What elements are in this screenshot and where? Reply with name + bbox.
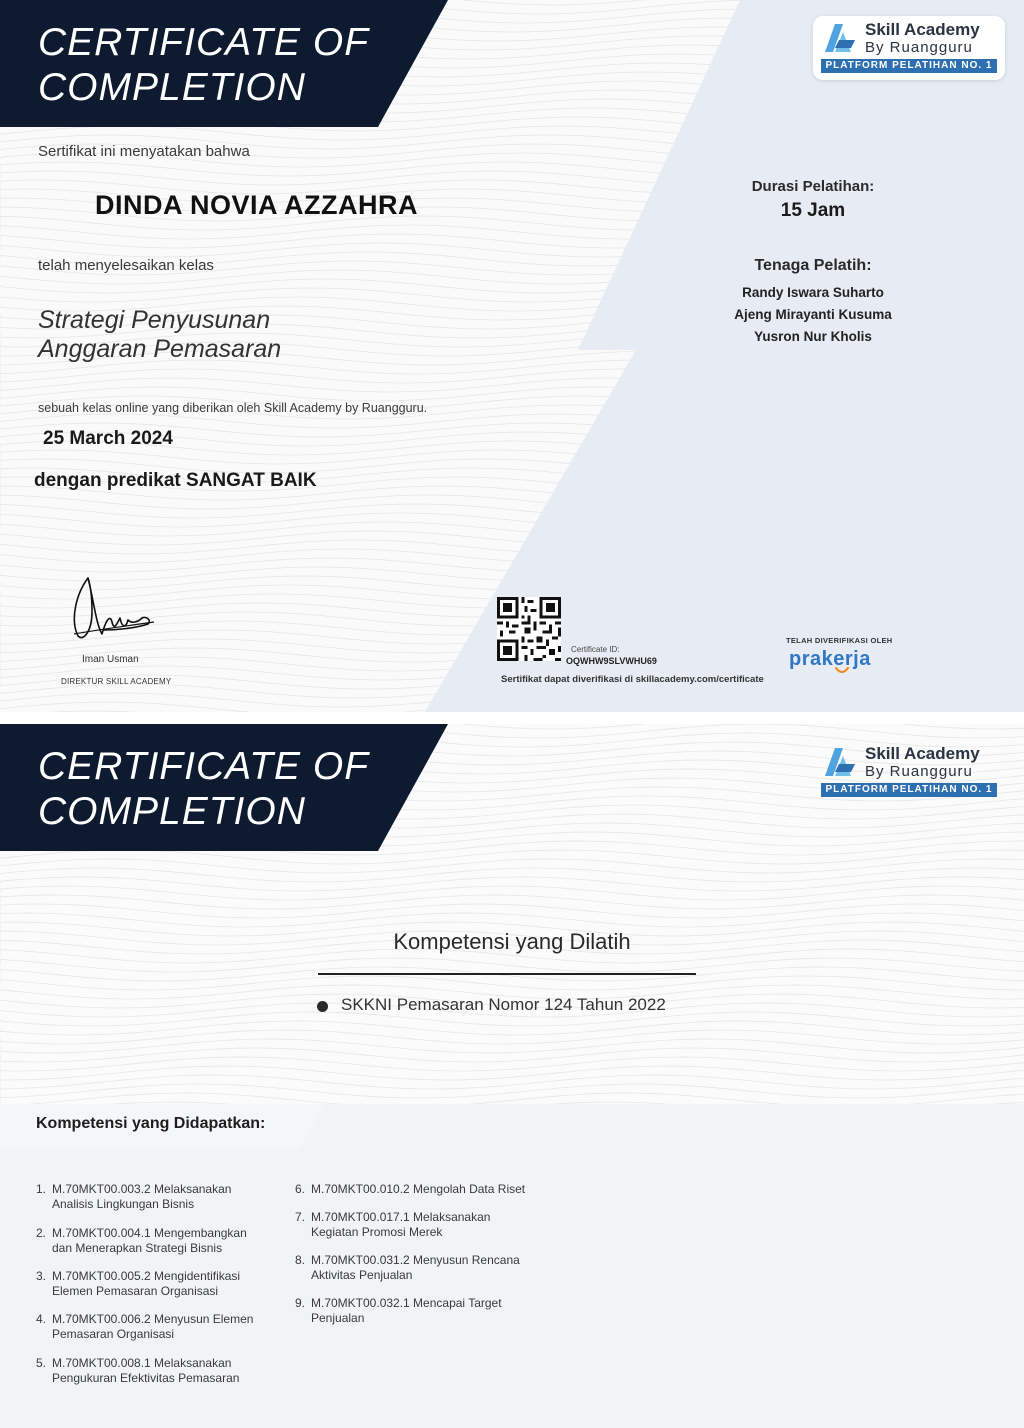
course-title-line2: Anggaran Pemasaran — [38, 335, 282, 363]
certificate-title: CERTIFICATE OF COMPLETION — [38, 21, 370, 109]
certificate-page-2 — [0, 724, 1024, 1428]
duration-value: 15 Jam — [780, 200, 846, 221]
wave-line — [0, 976, 1024, 990]
competency-item: 2. M.70MKT00.004.1 Mengembangkan dan Menerapkan Strategi Bisnis — [36, 1226, 247, 1255]
completion-date: 25 March 2024 — [43, 428, 173, 449]
wave-line — [0, 868, 1024, 882]
bullet-icon — [317, 1001, 328, 1012]
trainer-name: Yusron Nur Kholis — [754, 329, 872, 344]
competency-item: 9. M.70MKT00.032.1 Mencapai Target Penjualan — [295, 1296, 502, 1325]
logo-tagline: PLATFORM PELATIHAN NO. 1 — [821, 59, 997, 73]
logo-brand-line2: By Ruangguru — [865, 39, 973, 56]
offered-text: sebuah kelas online yang diberikan oleh Skill Academy by Ruangguru. — [38, 401, 428, 415]
wave-line — [0, 895, 1024, 909]
competency-item: 6. M.70MKT00.010.2 Mengolah Data Riset — [295, 1182, 526, 1196]
course-title-line1: Strategi Penyusunan — [38, 306, 271, 334]
trainer-name: Ajeng Mirayanti Kusuma — [734, 307, 892, 322]
wave-line — [0, 1066, 1024, 1080]
signer-role: DIREKTUR SKILL ACADEMY — [61, 677, 172, 686]
finished-text: telah menyelesaikan kelas — [38, 257, 214, 274]
signature-image — [66, 572, 156, 644]
intro-text: Sertifikat ini menyatakan bahwa — [38, 143, 250, 160]
competency-item: 5. M.70MKT00.008.1 Melaksanakan Pengukuran Efektivitas Pemasaran — [36, 1356, 240, 1385]
verify-text: Sertifikat dapat diverifikasi di skillacademy.com/certificate — [501, 674, 764, 685]
wave-line — [0, 1084, 1024, 1098]
competency-item: 4. M.70MKT00.006.2 Menyusun Elemen Pemasaran Organisasi — [36, 1312, 254, 1341]
competency-list-right — [295, 1182, 525, 1326]
signer-name: Iman Usman — [82, 654, 139, 665]
prakerja-smile-icon — [834, 667, 850, 675]
duration-label: Durasi Pelatihan: — [751, 178, 875, 195]
certificate-id: OQWHW9SLVWHU69 — [566, 656, 657, 666]
predicate-text: dengan predikat SANGAT BAIK — [34, 470, 317, 491]
logo-tagline: PLATFORM PELATIHAN NO. 1 — [821, 783, 997, 797]
wave-line — [0, 859, 1024, 873]
logo-brand-line1: Skill Academy — [865, 744, 980, 763]
competency-item: 1. M.70MKT00.003.2 Melaksanakan Analisis Lingkungan Bisnis — [36, 1182, 232, 1211]
title-divider — [318, 973, 696, 975]
trained-competency-item: SKKNI Pemasaran Nomor 124 Tahun 2022 — [341, 995, 666, 1014]
course-title — [38, 306, 281, 364]
wave-line — [0, 1057, 1024, 1071]
logo-brand-line1: Skill Academy — [865, 20, 980, 39]
wave-line — [0, 877, 1024, 891]
wave-line — [0, 1030, 1024, 1044]
skill-academy-logo — [813, 16, 1005, 80]
certificate-id-label: Certificate ID: — [571, 645, 620, 654]
certificate-page-1 — [0, 0, 1024, 712]
wave-line — [0, 1039, 1024, 1053]
competency-item: 7. M.70MKT00.017.1 Melaksanakan Kegiatan Promosi Merek — [295, 1210, 491, 1239]
competency-item: 8. M.70MKT00.031.2 Menyusun Rencana Aktivitas Penjualan — [295, 1253, 520, 1282]
verified-by-label: TELAH DIVERIFIKASI OLEH — [786, 636, 893, 645]
competency-list-left — [36, 1182, 253, 1386]
certificate-title: CERTIFICATE OF COMPLETION — [38, 745, 370, 833]
page-gap — [0, 712, 1024, 724]
wave-line — [0, 958, 1024, 972]
wave-line — [0, 1048, 1024, 1062]
trainer-name: Randy Iswara Suharto — [742, 285, 884, 300]
competency-item: 3. M.70MKT00.005.2 Mengidentifikasi Elemen Pemasaran Organisasi — [36, 1269, 241, 1298]
trainers-label: Tenaga Pelatih: — [754, 257, 872, 274]
qr-code-icon — [497, 597, 561, 661]
skill-academy-mark-icon — [821, 746, 855, 778]
wave-line — [0, 904, 1024, 918]
prakerja-logo: prakerja — [789, 648, 871, 670]
acquired-competencies-title: Kompetensi yang Didapatkan: — [36, 1115, 266, 1132]
trained-competencies-title: Kompetensi yang Dilatih — [393, 929, 631, 954]
skill-academy-mark-icon — [821, 22, 855, 54]
skill-academy-logo — [813, 740, 1005, 804]
logo-brand-line2: By Ruangguru — [865, 763, 973, 780]
wave-line — [0, 850, 1024, 864]
recipient-name: DINDA NOVIA AZZAHRA — [95, 190, 418, 220]
